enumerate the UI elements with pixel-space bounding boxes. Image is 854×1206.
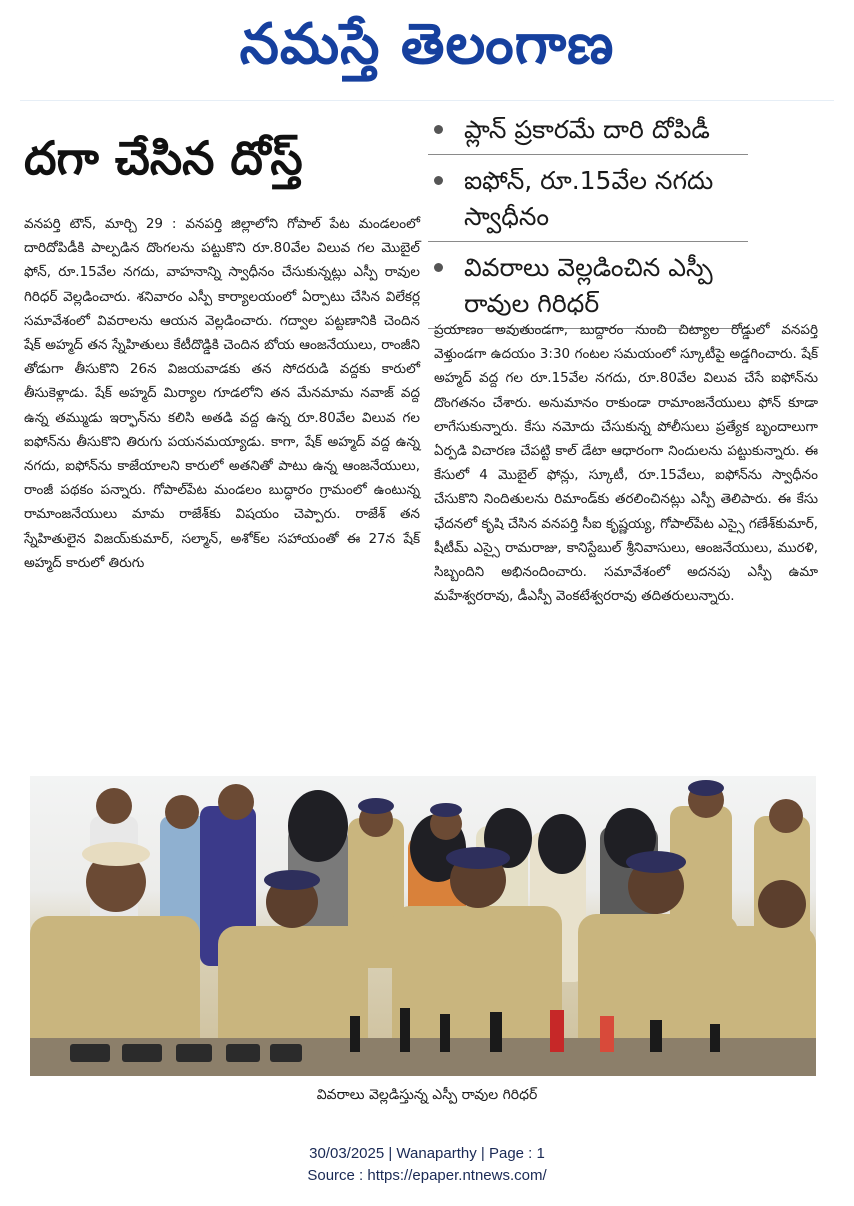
bullet-dot-icon [434, 263, 443, 272]
masthead-title: నమస్తే తెలంగాణ [239, 11, 615, 77]
article-column-right: ప్రయాణం అవుతుండగా, బుద్దారం నుంచి చిట్యాల రోడ్డులో వనపర్తి వెళ్తుండగా ఉదయం 3:30 గంటల సమయంలో స్కూటీపై అడ్డగించారు. షేక్ అహ్మద్ వద్ద గల రూ.15వేల నగదు, రూ.80వేల విలువ చేసే ఐఫోన్‌ను దొంగతనం చేశారు. అనుమానం రాకుండా రామాంజనేయులు ఫోన్ కూడా లాగేసుకున్నారు. కేసు నమోదు చేసుకున్న పోలీసులు ప్రత్యేక బృందాలుగా ఏర్పడి విచారణ చేపట్టి కాల్ డేటా ఆధారంగా నిందులను పట్టుకున్నారు. ఈ కేసులో 4 మొబైల్ ఫోన్లు, స్కూటీ, రూ.15వేలు, ఐఫోన్‌ను స్వాధీనం చేసుకొని నిందితులను రిమాండ్‌కు తరలించినట్లు ఎస్పీ తెలిపారు. ఈ కేసు ఛేదనలో కృషి చేసిన వనపర్తి సీఐ కృష్ణయ్య, గోపాల్‌పేట ఎస్సై గణేశ్‌కుమార్, షీటీమ్ ఎస్సై రామరాజు, కానిస్టేబుల్ శ్రీనివాసులు, ఆంజనేయులు, మురళి, సిబ్బందిని అభినందించారు. సమావేశంలో అదనపు ఎస్పీ ఉమా మహేశ్వరరావు, డీఎస్పీ వెంకటేశ్వరరావు తదితరులున్నారు. [434, 322, 818, 605]
photo-caption: వివరాలు వెల్లడిస్తున్న ఎస్పీ రావుల గిరిధర్ [316, 1087, 538, 1103]
headline: దగా చేసిన దోస్త్ [24, 131, 303, 185]
footer-source-link[interactable]: Source : https://epaper.ntnews.com/ [307, 1167, 547, 1184]
highlight-item [428, 163, 748, 242]
footer-date-edition: 30/03/2025 | Wanaparthy | Page : 1 [309, 1145, 545, 1162]
highlight-list [428, 112, 748, 337]
top-divider [20, 100, 834, 101]
press-meet-photo [30, 776, 816, 1076]
press-meet-illustration [30, 776, 816, 1076]
highlight-text: ఐఫోన్, రూ.15వేల నగదు స్వాధీనం [464, 166, 714, 231]
bullet-dot-icon [434, 176, 443, 185]
berets [358, 780, 724, 817]
highlight-text: వివరాలు వెల్లడించిన ఎస్పీ రావుల గిరిధర్ [464, 253, 713, 318]
highlight-text: ప్లాన్ ప్రకారమే దారి దోపిడీ [464, 115, 710, 144]
highlight-item [428, 112, 748, 155]
page-footer [0, 1143, 854, 1187]
bullet-dot-icon [434, 125, 443, 134]
article-column-left: వనపర్తి టౌన్, మార్చి 29 : వనపర్తి జిల్లాలోని గోపాల్ పేట మండలంలో దారిదోపిడీకి పాల్పడిన దొంగలను పట్టుకొని రూ.80వేల విలువ గల మొబైల్ ఫోన్, రూ.15వేల నగదు, వాహనాన్ని స్వాధీనం చేసుకున్నట్లు ఎస్పీ రావుల గిరిధర్ వెల్లడించారు. శనివారం ఎస్పీ కార్యాలయంలో ఏర్పాటు చేసిన విలేకర్ల సమావేశంలో వివరాలను ఆయన వెల్లడించారు. గద్వాల పట్టణానికి చెందిన షేక్ అహ్మద్ తన స్నేహితులు కేటీదొడ్డికి చెందిన బోయ ఆంజనేయులు, రాంజీని తోడుగా తీసుకొని 26న విజయవాడకు తన సోదరుడి వద్దకు కారులో తీసుకెళ్లాడు. షేక్ అహ్మద్ మిర్యాల గూడలోని తన మేనమామ నవాజ్ వద్ద ఉన్న తమ్ముడు ఇర్ఫాన్‌ను కలిసి అతడి వద్ద ఉన్న రూ.80వేల విలువ గల ఐఫోన్‌ను తీసుకొని తిరుగు పయనమయ్యాడు. కాగా, షేక్ అహ్మద్ వద్ద ఉన్న నగదు, ఐఫోన్‌ను కాజేయాలని కారులో అతనితో పాటు ఉన్న ఆంజనేయులు, రాంజీ పథకం పన్నారు. గోపాల్‌పేట మండలం బుద్ధారం గ్రామంలో ఉంటున్న రామాంజనేయులు మామ రాజేశ్‌కు విషయం చెప్పారు. రాజేశ్ తన స్నేహితులైన విజయ్‌కుమార్, సల్మాన్, అశోక్‌ల సహాయంతో ఈ 27న షేక్ అహ్మద్ కారులో తిరుగు [24, 216, 420, 571]
